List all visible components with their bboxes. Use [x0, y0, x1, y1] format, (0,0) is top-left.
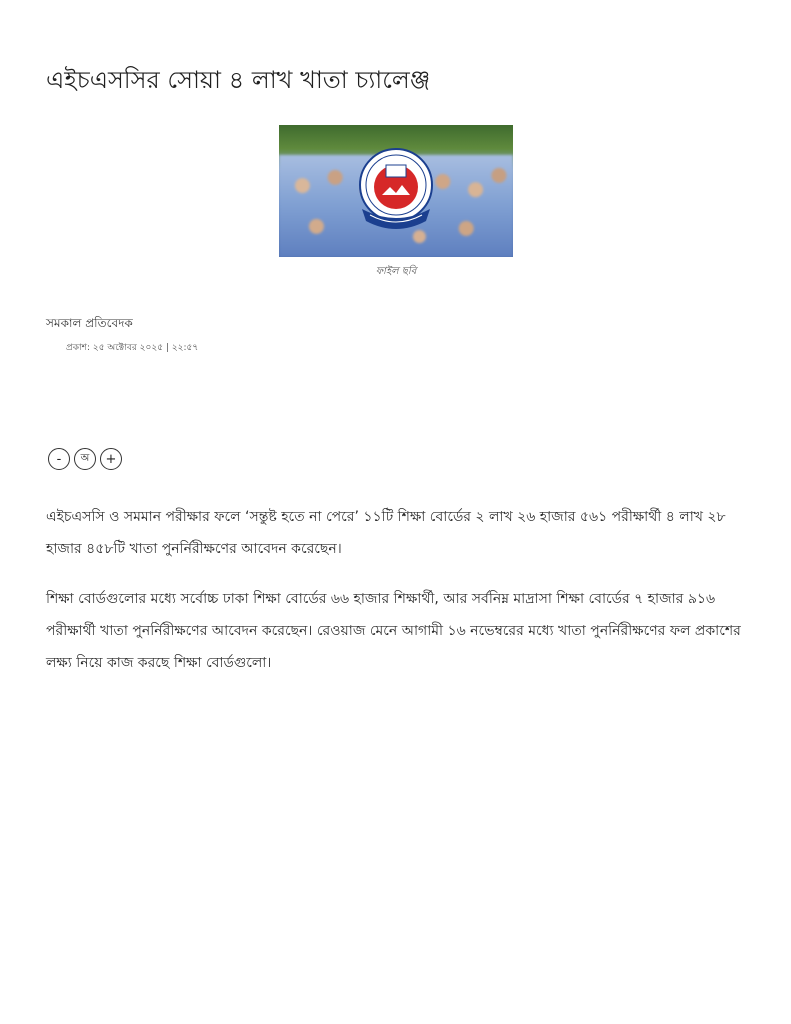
education-board-seal-icon [356, 145, 436, 237]
article-paragraph: এইচএসসি ও সমমান পরীক্ষার ফলে ‘সন্তুষ্ট হতে না পেরে’ ১১টি শিক্ষা বোর্ডের ২ লাখ ২৬ হাজার ৫৬১ পরীক্ষার্থী ৪ লাখ ২৮ হাজার ৪৫৮টি খাতা পুনর্নিরীক্ষণের আবেদন করেছেন। [46, 509, 726, 557]
article-paragraph: শিক্ষা বোর্ডগুলোর মধ্যে সর্বোচ্চ ঢাকা শিক্ষা বোর্ডের ৬৬ হাজার শিক্ষার্থী, আর সর্বনিম্ন মাদ্রাসা শিক্ষা বোর্ডের ৭ হাজার ৯১৬ পরীক্ষার্থী খাতা পুনর্নিরীক্ষণের আবেদন করেছেন। রেওয়াজ মেনে আগামী ১৬ নভেম্বরের মধ্যে খাতা পুনর্নিরীক্ষণের ফল প্রকাশের লক্ষ্য নিয়ে কাজ করছে শিক্ষা বোর্ডগুলো। [46, 591, 741, 671]
font-size-controls [48, 448, 122, 470]
article-photo [279, 125, 513, 257]
published-timestamp: প্রকাশ: ২৫ অক্টোবর ২০২৫ | ২২:৫৭ [66, 343, 199, 353]
article-headline: এইচএসসির সোয়া ৪ লাখ খাতা চ্যালেঞ্জ [46, 66, 431, 94]
author-byline[interactable]: সমকাল প্রতিবেদক [46, 316, 133, 330]
decrease-font-button[interactable]: - [48, 448, 70, 470]
image-caption: ফাইল ছবি [375, 266, 417, 277]
increase-font-button[interactable]: + [100, 448, 122, 470]
reset-font-button[interactable]: অ [74, 448, 96, 470]
article-figure [279, 125, 513, 279]
article-body [46, 501, 746, 697]
